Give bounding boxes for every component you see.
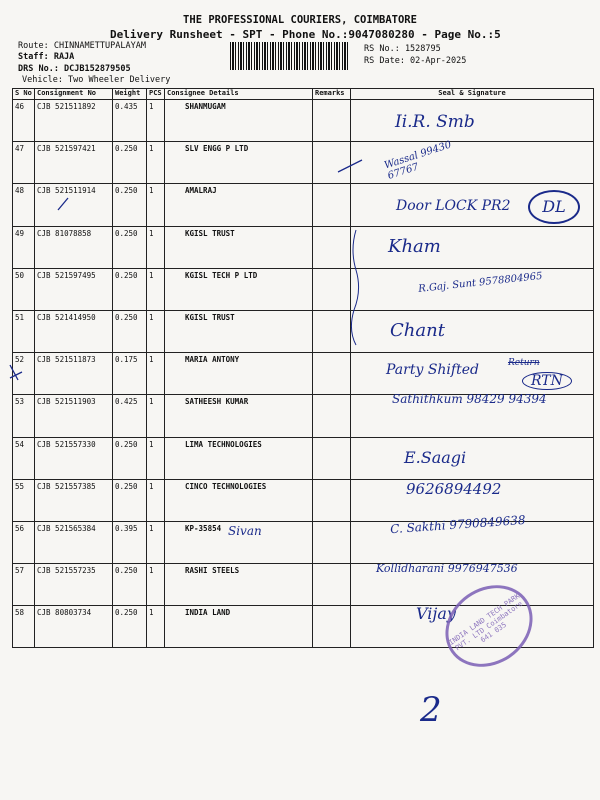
cell-weight: 0.250 xyxy=(113,184,147,226)
cell-sno: 54 xyxy=(13,437,35,479)
cell-pcs: 1 xyxy=(147,310,165,352)
cell-consignment: CJB 521414950 xyxy=(35,310,113,352)
tick-mark xyxy=(58,198,68,210)
cell-consignment: CJB 521511873 xyxy=(35,353,113,395)
cell-weight: 0.395 xyxy=(113,521,147,563)
col-remarks: Remarks xyxy=(313,89,351,100)
cell-weight: 0.250 xyxy=(113,564,147,606)
cell-consignment: CJB 521511892 xyxy=(35,100,113,142)
cell-consignment: CJB 521511903 xyxy=(35,395,113,437)
cell-consignment: CJB 521557385 xyxy=(35,479,113,521)
remarks-stroke xyxy=(351,230,358,345)
handwritten-signature-57: Kollidharani 9976947536 xyxy=(376,562,518,575)
cell-pcs: 1 xyxy=(147,142,165,184)
cell-weight: 0.250 xyxy=(113,268,147,310)
rtn-circle-mark: RTN xyxy=(522,372,572,390)
cell-sno: 57 xyxy=(13,564,35,606)
route-label: Route: CHINNAMETTUPALAYAM xyxy=(18,41,146,51)
handwritten-signature-58: Vijay xyxy=(416,604,456,623)
col-consignee: Consignee Details xyxy=(165,89,313,100)
cell-weight: 0.175 xyxy=(113,353,147,395)
handwritten-phone-55: 9626894492 xyxy=(406,480,502,498)
cell-pcs: 1 xyxy=(147,479,165,521)
cell-consignment: CJB 80803734 xyxy=(35,606,113,648)
handwritten-signature-54: E.Saagi xyxy=(404,448,467,467)
col-signature: Seal & Signature xyxy=(351,89,594,100)
cross-mark xyxy=(10,365,22,380)
cell-consignee: KGISL TRUST xyxy=(165,310,313,352)
cell-sno: 47 xyxy=(13,142,35,184)
vehicle-label: Vehicle: Two Wheeler Delivery xyxy=(22,75,171,85)
col-sno: S No xyxy=(13,89,35,100)
cell-consignment: CJB 521597495 xyxy=(35,268,113,310)
company-title: THE PROFESSIONAL COURIERS, COIMBATORE xyxy=(183,14,417,26)
cell-sno: 49 xyxy=(13,226,35,268)
handwritten-signature-56: C. Sakthi 9790849638 xyxy=(389,512,526,537)
handwritten-note-47: Wassal 99430 67767 xyxy=(383,139,453,182)
cell-sno: 58 xyxy=(13,606,35,648)
cell-consignment: CJB 521511914 xyxy=(35,184,113,226)
cell-weight: 0.250 xyxy=(113,142,147,184)
cell-pcs: 1 xyxy=(147,564,165,606)
cell-consignee: AMALRAJ xyxy=(165,184,313,226)
cell-consignee: KGISL TRUST xyxy=(165,226,313,268)
cell-consignee: RASHI STEELS xyxy=(165,564,313,606)
cell-consignment: CJB 81078858 xyxy=(35,226,113,268)
cell-weight: 0.250 xyxy=(113,606,147,648)
cell-sno: 53 xyxy=(13,395,35,437)
cell-weight: 0.250 xyxy=(113,226,147,268)
cell-weight: 0.250 xyxy=(113,310,147,352)
cell-weight: 0.250 xyxy=(113,437,147,479)
cell-sno: 55 xyxy=(13,479,35,521)
handwritten-note-48: Door LOCK PR2 xyxy=(396,198,511,214)
cell-pcs: 1 xyxy=(147,395,165,437)
cell-sno: 51 xyxy=(13,310,35,352)
col-pcs: PCS xyxy=(147,89,165,100)
drs-label: DRS No.: DCJB152879505 xyxy=(18,64,131,74)
handwritten-signature-49: Kham xyxy=(388,236,441,257)
cell-weight: 0.425 xyxy=(113,395,147,437)
cell-consignee: CINCO TECHNOLOGIES xyxy=(165,479,313,521)
handwritten-signature-51: Chant xyxy=(390,320,445,341)
cell-weight: 0.435 xyxy=(113,100,147,142)
dl-circle-mark: DL xyxy=(528,190,580,224)
cell-pcs: 1 xyxy=(147,184,165,226)
col-weight: Weight xyxy=(113,89,147,100)
handwritten-signature-50: R.Gaj. Sunt 9578804965 xyxy=(417,270,543,295)
cell-pcs: 1 xyxy=(147,353,165,395)
cell-pcs: 1 xyxy=(147,100,165,142)
runsheet-subtitle: Delivery Runsheet - SPT - Phone No.:9047080280 - Page No.:5 xyxy=(110,28,501,41)
cell-weight: 0.250 xyxy=(113,479,147,521)
handwritten-mark-bottom: 2 xyxy=(420,690,442,730)
handwritten-name-56: Sivan xyxy=(228,524,262,538)
cell-pcs: 1 xyxy=(147,226,165,268)
remarks-stroke xyxy=(338,160,362,172)
handwritten-signature-53: Sathithkum 98429 94394 xyxy=(392,392,547,406)
cell-consignee: KP-35854 xyxy=(165,521,313,563)
staff-label: Staff: RAJA xyxy=(18,52,75,62)
cell-consignee: LIMA TECHNOLOGIES xyxy=(165,437,313,479)
cell-pcs: 1 xyxy=(147,268,165,310)
cell-pcs: 1 xyxy=(147,521,165,563)
cell-sno: 50 xyxy=(13,268,35,310)
cell-sno: 48 xyxy=(13,184,35,226)
cell-consignment: CJB 521557235 xyxy=(35,564,113,606)
company-stamp: INDIA LAND TECH PARK PVT. LTD Coimbatore 641 035 xyxy=(430,568,549,683)
handwritten-return-52: Return xyxy=(508,358,540,368)
cell-sno: 56 xyxy=(13,521,35,563)
cell-pcs: 1 xyxy=(147,606,165,648)
cell-sno: 52 xyxy=(13,353,35,395)
handwritten-signature-46: Ii.R. Smb xyxy=(395,112,475,132)
rs-no-label: RS No.: 1528795 xyxy=(364,44,441,54)
cell-consignee: SHANMUGAM xyxy=(165,100,313,142)
cell-sno: 46 xyxy=(13,100,35,142)
rs-date-label: RS Date: 02-Apr-2025 xyxy=(364,56,467,66)
cell-consignee: SLV ENGG P LTD xyxy=(165,142,313,184)
cell-consignment: CJB 521565384 xyxy=(35,521,113,563)
cell-consignee: INDIA LAND xyxy=(165,606,313,648)
col-consignment: Consignment No xyxy=(35,89,113,100)
cell-consignment: CJB 521557330 xyxy=(35,437,113,479)
cell-consignee: SATHEESH KUMAR xyxy=(165,395,313,437)
handwritten-note-52: Party Shifted xyxy=(386,362,479,378)
cell-pcs: 1 xyxy=(147,437,165,479)
cell-consignment: CJB 521597421 xyxy=(35,142,113,184)
cell-consignee: KGISL TECH P LTD xyxy=(165,268,313,310)
cell-consignee: MARIA ANTONY xyxy=(165,353,313,395)
